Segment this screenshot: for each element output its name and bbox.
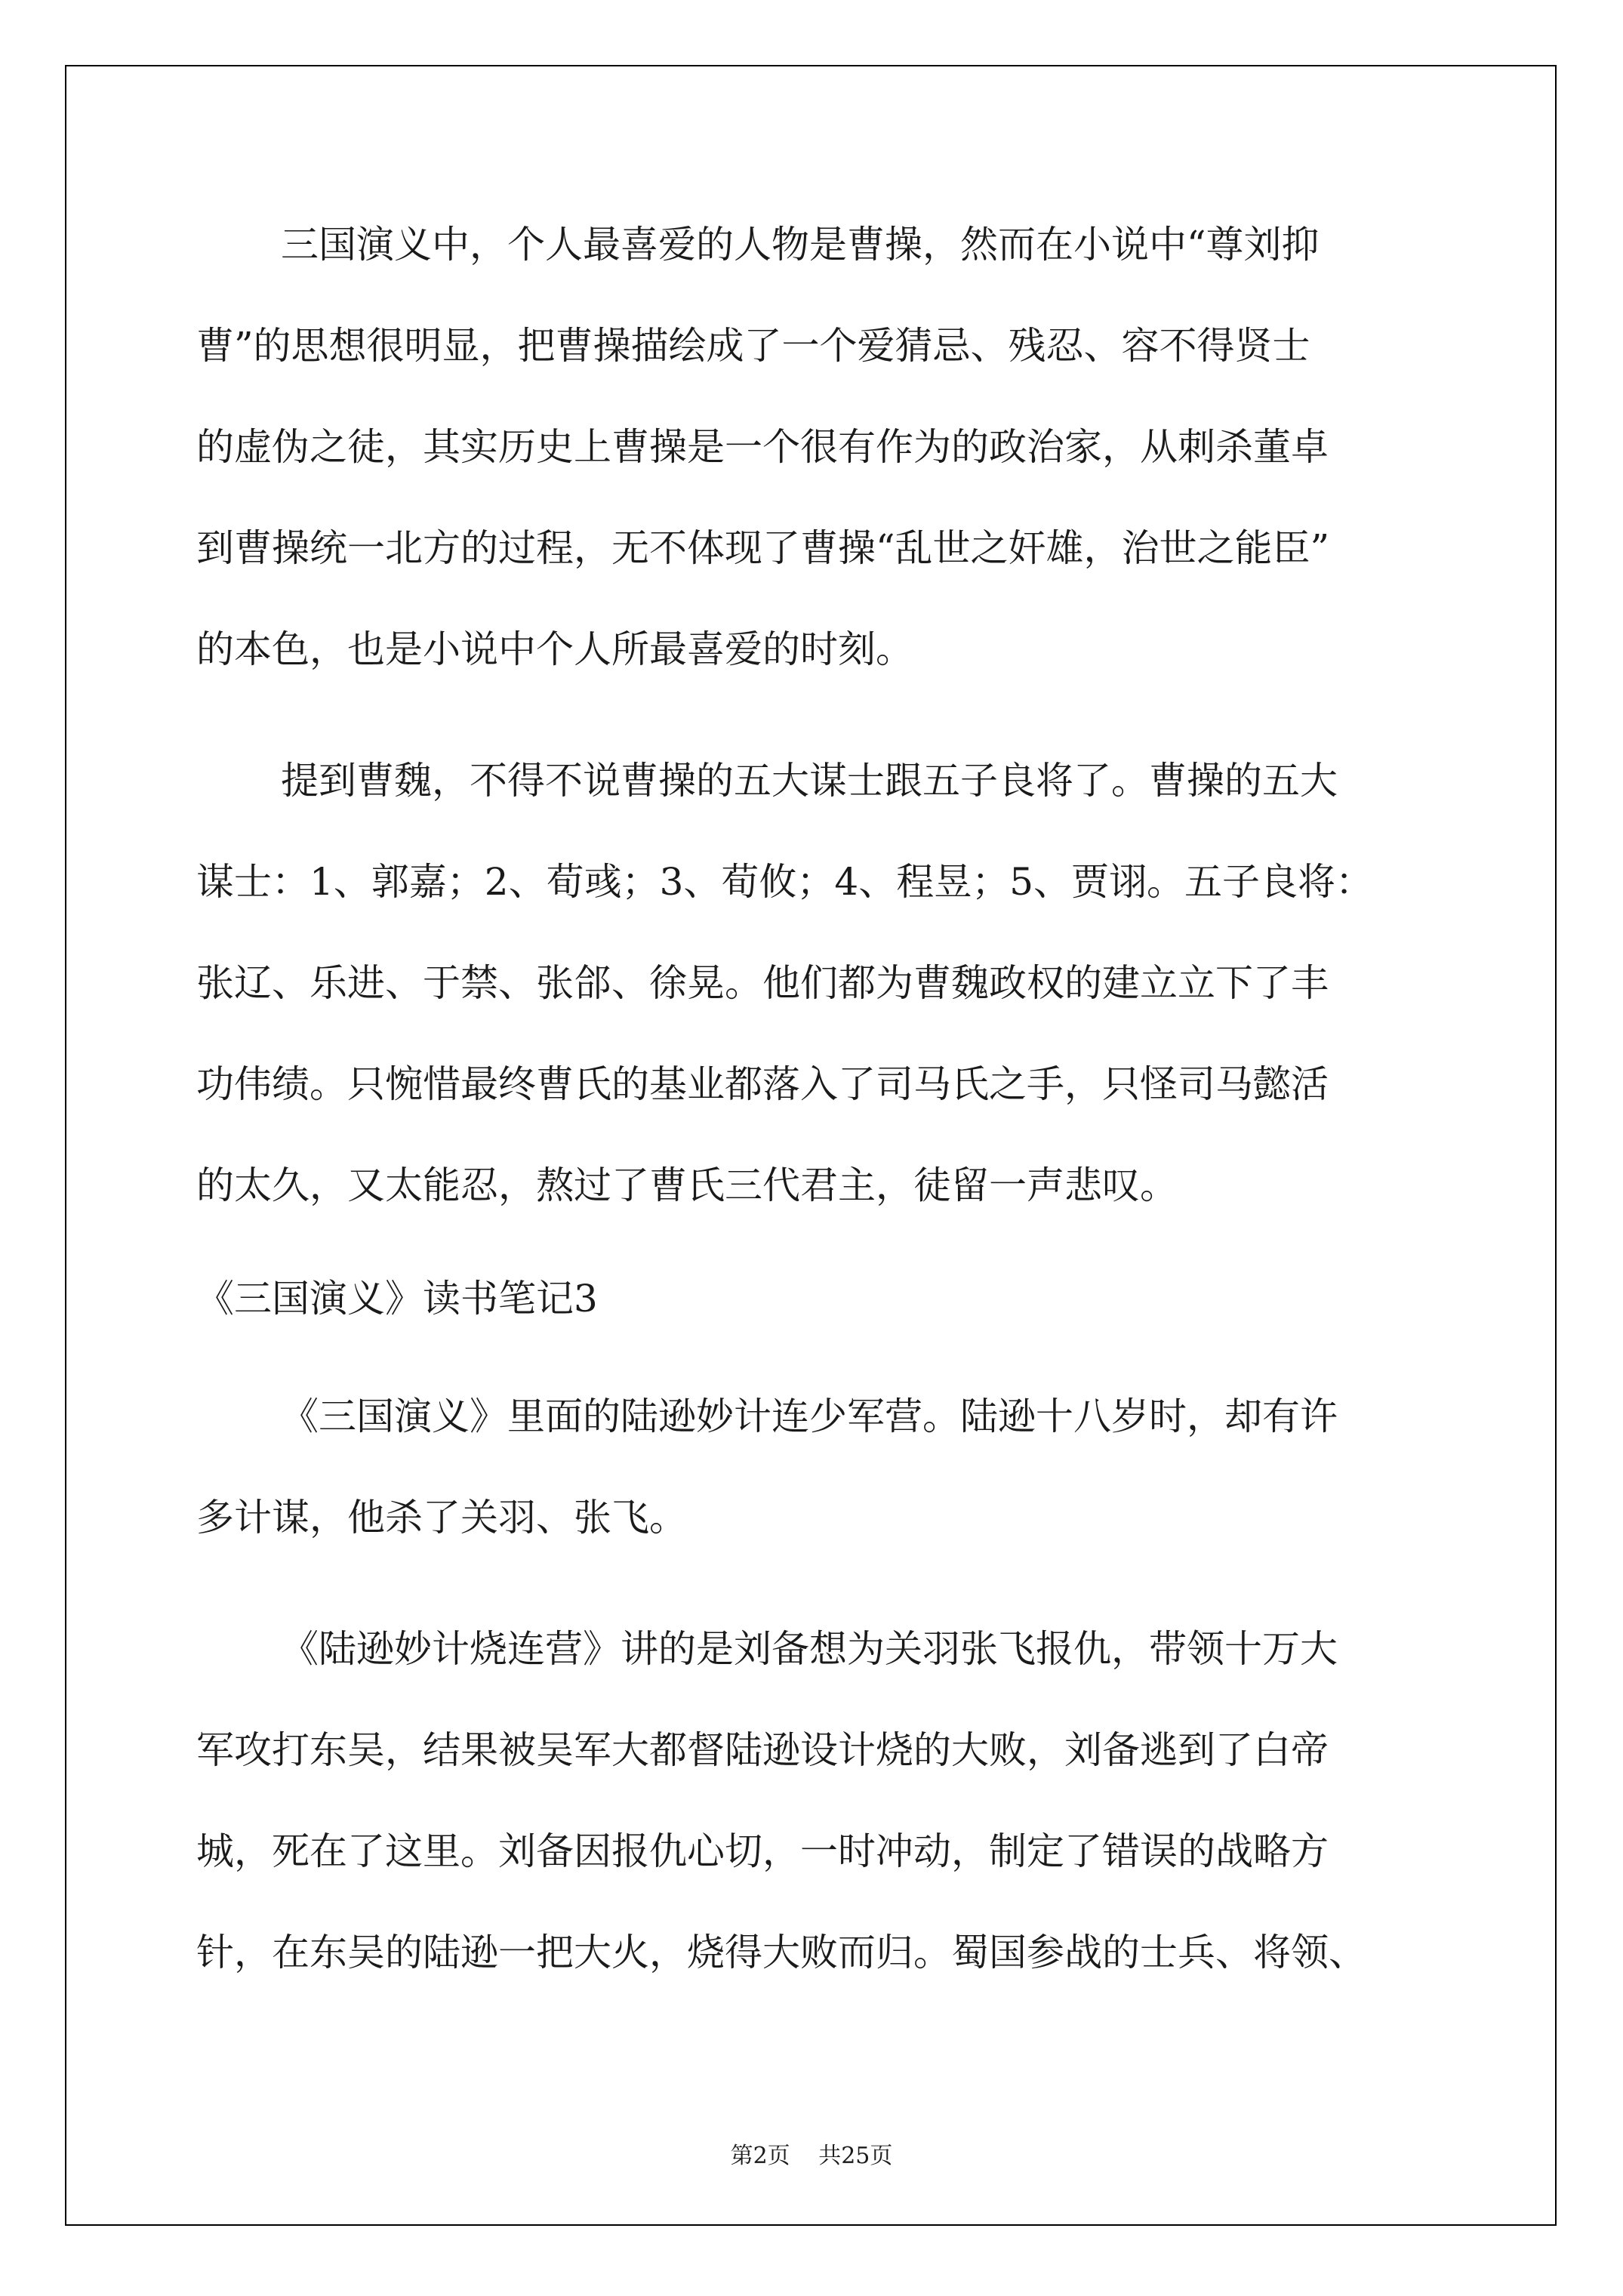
paragraph-line: 《三国演义》里面的陆逊妙计连少军营。陆逊十八岁时，却有许 [281, 1395, 1338, 1438]
paragraph-line: 城，死在了这里。刘备因报仇心切，一时冲动，制定了错误的战略方 [196, 1829, 1329, 1873]
paragraph-line: 的虚伪之徒，其实历史上曹操是一个很有作为的政治家，从刺杀董卓 [196, 425, 1329, 469]
section-heading: 《三国演义》读书笔记3 [196, 1277, 598, 1321]
paragraph-line: 到曹操统一北方的过程，无不体现了曹操“乱世之奸雄，治世之能臣” [196, 526, 1330, 570]
page-total: 共25页 [818, 2143, 893, 2169]
page-number: 第2页 [730, 2143, 790, 2169]
paragraph-line: 军攻打东吴，结果被吴军大都督陆逊设计烧的大败，刘备逃到了白帝 [196, 1728, 1329, 1772]
paragraph-line: 针，在东吴的陆逊一把大火，烧得大败而归。蜀国参战的士兵、将领、 [196, 1931, 1366, 1974]
paragraph-line: 功伟绩。只惋惜最终曹氏的基业都落入了司马氏之手，只怪司马懿活 [196, 1062, 1329, 1106]
paragraph-line: 多计谋，他杀了关羽、张飞。 [196, 1496, 687, 1539]
page-border [65, 65, 1557, 2226]
paragraph-line: 谋士：1、郭嘉；2、荀彧；3、荀攸；4、程昱；5、贾诩。五子良将： [196, 860, 1374, 904]
paragraph-line: 的太久，又太能忍，熬过了曹氏三代君主，徒留一声悲叹。 [196, 1163, 1178, 1207]
paragraph-line: 张辽、乐进、于禁、张郃、徐晃。他们都为曹魏政权的建立立下了丰 [196, 961, 1329, 1005]
paragraph-line: 的本色，也是小说中个人所最喜爱的时刻。 [196, 627, 913, 671]
paragraph-line: 《陆逊妙计烧连营》讲的是刘备想为关羽张飞报仇，带领十万大 [281, 1627, 1338, 1671]
paragraph-line: 三国演义中，个人最喜爱的人物是曹操，然而在小说中“尊刘抑 [281, 223, 1320, 267]
page-footer [0, 2137, 1623, 2170]
paragraph-line: 提到曹魏，不得不说曹操的五大谋士跟五子良将了。曹操的五大 [281, 759, 1338, 803]
paragraph-line: 曹”的思想很明显，把曹操描绘成了一个爱猜忌、残忍、容不得贤士 [196, 324, 1310, 368]
